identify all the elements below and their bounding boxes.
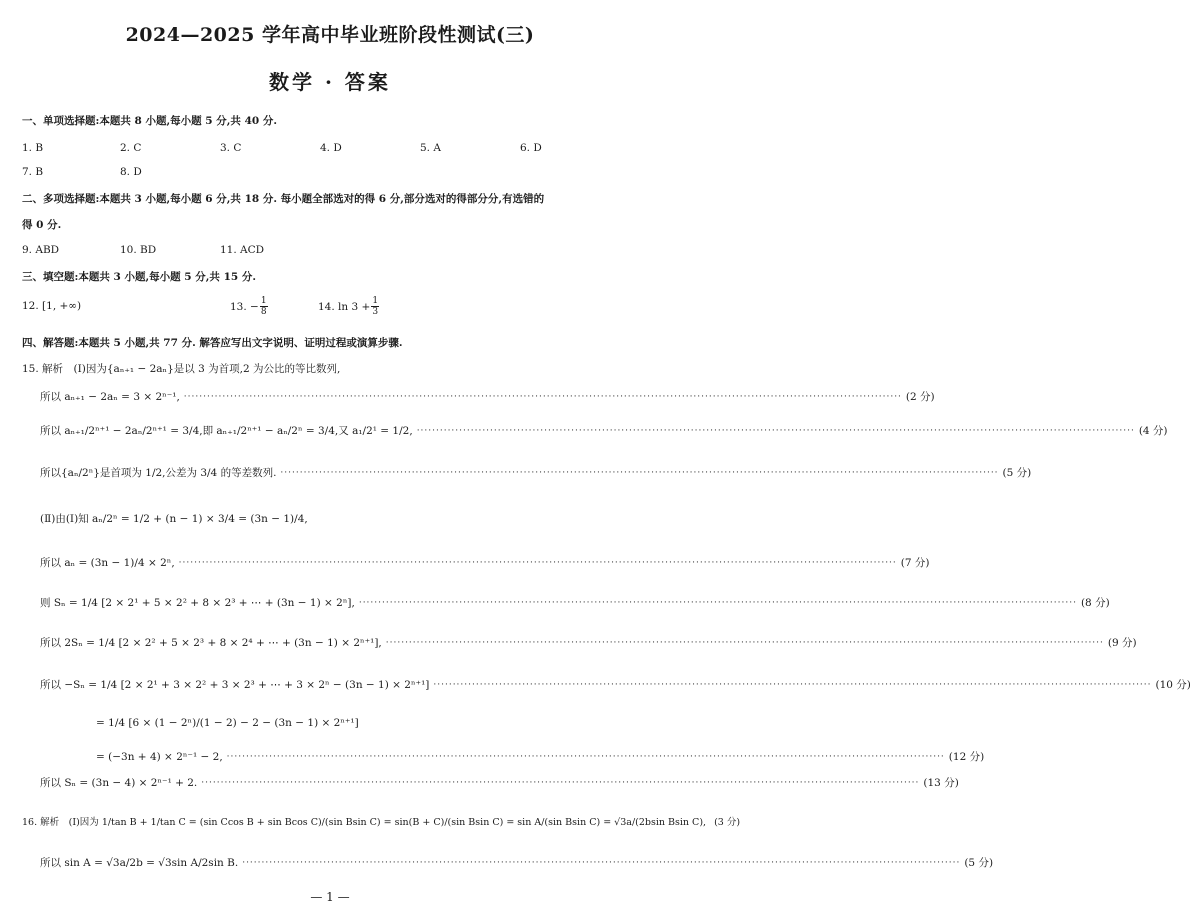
section-4-heading: 四、解答题:本题共 5 小题,共 77 分. 解答应写出文字说明、证明过程或演算步骤. bbox=[22, 337, 403, 349]
leader-dots bbox=[179, 556, 897, 570]
leader-dots bbox=[386, 636, 1104, 650]
answer-3: 3. C bbox=[220, 142, 242, 154]
solution-step bbox=[40, 512, 638, 526]
answer-5: 5. A bbox=[420, 142, 441, 154]
answer-2: 2. C bbox=[120, 142, 142, 154]
page-title: 2024—2025 学年高中毕业班阶段性测试(三) bbox=[125, 24, 535, 46]
step-points: (8 分) bbox=[1080, 597, 1110, 609]
leader-dots bbox=[184, 390, 902, 404]
solution-step bbox=[40, 556, 930, 570]
step-points: (5 分) bbox=[1002, 467, 1032, 479]
section-2-heading-line1: 二、多项选择题:本题共 3 小题,每小题 6 分,共 18 分. 每小题全部选对的得 6 分,部分选对的得部分分,有选错的 bbox=[22, 193, 545, 205]
leader-dots bbox=[201, 776, 919, 790]
answer-7: 7. B bbox=[22, 166, 44, 178]
step-points: (4 分) bbox=[1138, 425, 1168, 437]
answer-13-denominator: 8 bbox=[260, 307, 267, 317]
solution-step bbox=[40, 596, 1110, 610]
q15-intro: 15. 解析 (Ⅰ)因为{aₙ₊₁ − 2aₙ}是以 3 为首项,2 为公比的等比数列, bbox=[22, 363, 341, 375]
step-points: (2 分) bbox=[905, 391, 935, 403]
answer-1: 1. B bbox=[22, 142, 44, 154]
solution-step bbox=[40, 424, 1168, 438]
step-expression: 所以 aₙ = (3n − 1)/4 × 2ⁿ, bbox=[40, 557, 175, 569]
step-expression: 所以{aₙ/2ⁿ}是首项为 1/2,公差为 3/4 的等差数列. bbox=[40, 467, 277, 479]
answer-10: 10. BD bbox=[120, 244, 157, 256]
answer-14-numerator: 1 bbox=[372, 296, 379, 306]
answer-8: 8. D bbox=[120, 166, 142, 178]
answer-6: 6. D bbox=[520, 142, 542, 154]
solution-step bbox=[40, 466, 1032, 480]
step-expression: 所以 Sₙ = (3n − 4) × 2ⁿ⁻¹ + 2. bbox=[40, 777, 198, 789]
page-number: — 1 — bbox=[310, 890, 350, 904]
section-2-heading-line2: 得 0 分. bbox=[22, 219, 62, 231]
step-points: (3 分) bbox=[714, 817, 741, 828]
solution-step bbox=[40, 776, 959, 790]
section-1-heading: 一、单项选择题:本题共 8 小题,每小题 5 分,共 40 分. bbox=[22, 115, 277, 127]
step-expression: 所以 sin A = √3a/2b = √3sin A/2sin B. bbox=[40, 857, 239, 869]
answer-11: 11. ACD bbox=[220, 244, 265, 256]
step-points: (13 分) bbox=[923, 777, 959, 789]
step-expression: 16. 解析 (Ⅰ)因为 1/tan B + 1/tan C = (sin Ccos B + sin Bcos C)/(sin Bsin C) = sin(B + C)/(sin Bsin C) = sin A/(sin Bsin C) = √3a/(2bsin Bsin C), bbox=[22, 817, 707, 828]
leader-dots bbox=[417, 424, 1135, 438]
step-expression: 则 Sₙ = 1/4 [2 × 2¹ + 5 × 2² + 8 × 2³ + ⋯ + (3n − 1) × 2ⁿ], bbox=[40, 597, 355, 609]
step-points: (9 分) bbox=[1107, 637, 1137, 649]
answer-13-numerator: 1 bbox=[260, 296, 267, 306]
answer-14-denominator: 3 bbox=[372, 307, 379, 317]
solution-step bbox=[96, 716, 638, 730]
step-points: (10 分) bbox=[1155, 679, 1191, 691]
solution-step bbox=[22, 816, 741, 830]
answer-13 bbox=[230, 296, 269, 317]
solution-step bbox=[40, 390, 935, 404]
leader-dots bbox=[280, 466, 998, 480]
answer-13-fraction bbox=[260, 296, 268, 317]
leader-dots bbox=[227, 750, 945, 764]
answer-14-fraction bbox=[371, 296, 379, 317]
page-subtitle: 数学 · 答案 bbox=[269, 70, 391, 94]
step-expression: 所以 aₙ₊₁ − 2aₙ = 3 × 2ⁿ⁻¹, bbox=[40, 391, 180, 403]
step-expression: (Ⅱ)由(Ⅰ)知 aₙ/2ⁿ = 1/2 + (n − 1) × 3/4 = (3n − 1)/4, bbox=[40, 513, 308, 525]
solution-step bbox=[40, 678, 1191, 692]
answer-4: 4. D bbox=[320, 142, 342, 154]
leader-dots bbox=[433, 678, 1151, 692]
solution-step bbox=[40, 636, 1137, 650]
leader-dots bbox=[359, 596, 1077, 610]
answer-9: 9. ABD bbox=[22, 244, 60, 256]
step-points: (5 分) bbox=[964, 857, 994, 869]
step-expression: 所以 2Sₙ = 1/4 [2 × 2² + 5 × 2³ + 8 × 2⁴ + ⋯ + (3n − 1) × 2ⁿ⁺¹], bbox=[40, 637, 382, 649]
step-expression: 所以 −Sₙ = 1/4 [2 × 2¹ + 3 × 2² + 3 × 2³ + ⋯ + 3 × 2ⁿ − (3n − 1) × 2ⁿ⁺¹] bbox=[40, 679, 430, 691]
leader-dots bbox=[242, 856, 960, 870]
answer-13-prefix: 13. − bbox=[230, 300, 259, 313]
step-expression: = (−3n + 4) × 2ⁿ⁻¹ − 2, bbox=[96, 751, 223, 763]
section-3-heading: 三、填空题:本题共 3 小题,每小题 5 分,共 15 分. bbox=[22, 271, 256, 283]
step-points: (7 分) bbox=[900, 557, 930, 569]
answer-14 bbox=[318, 296, 380, 317]
step-expression: 所以 aₙ₊₁/2ⁿ⁺¹ − 2aₙ/2ⁿ⁺¹ = 3/4,即 aₙ₊₁/2ⁿ⁺¹ − aₙ/2ⁿ = 3/4,又 a₁/2¹ = 1/2, bbox=[40, 425, 413, 437]
solution-step bbox=[40, 856, 994, 870]
step-points: (12 分) bbox=[948, 751, 985, 763]
solution-step bbox=[96, 750, 985, 764]
answer-12: 12. [1, +∞) bbox=[22, 300, 82, 312]
answer-14-prefix: 14. ln 3 + bbox=[318, 300, 371, 313]
step-expression: = 1/4 [6 × (1 − 2ⁿ)/(1 − 2) − 2 − (3n − 1) × 2ⁿ⁺¹] bbox=[96, 717, 359, 729]
